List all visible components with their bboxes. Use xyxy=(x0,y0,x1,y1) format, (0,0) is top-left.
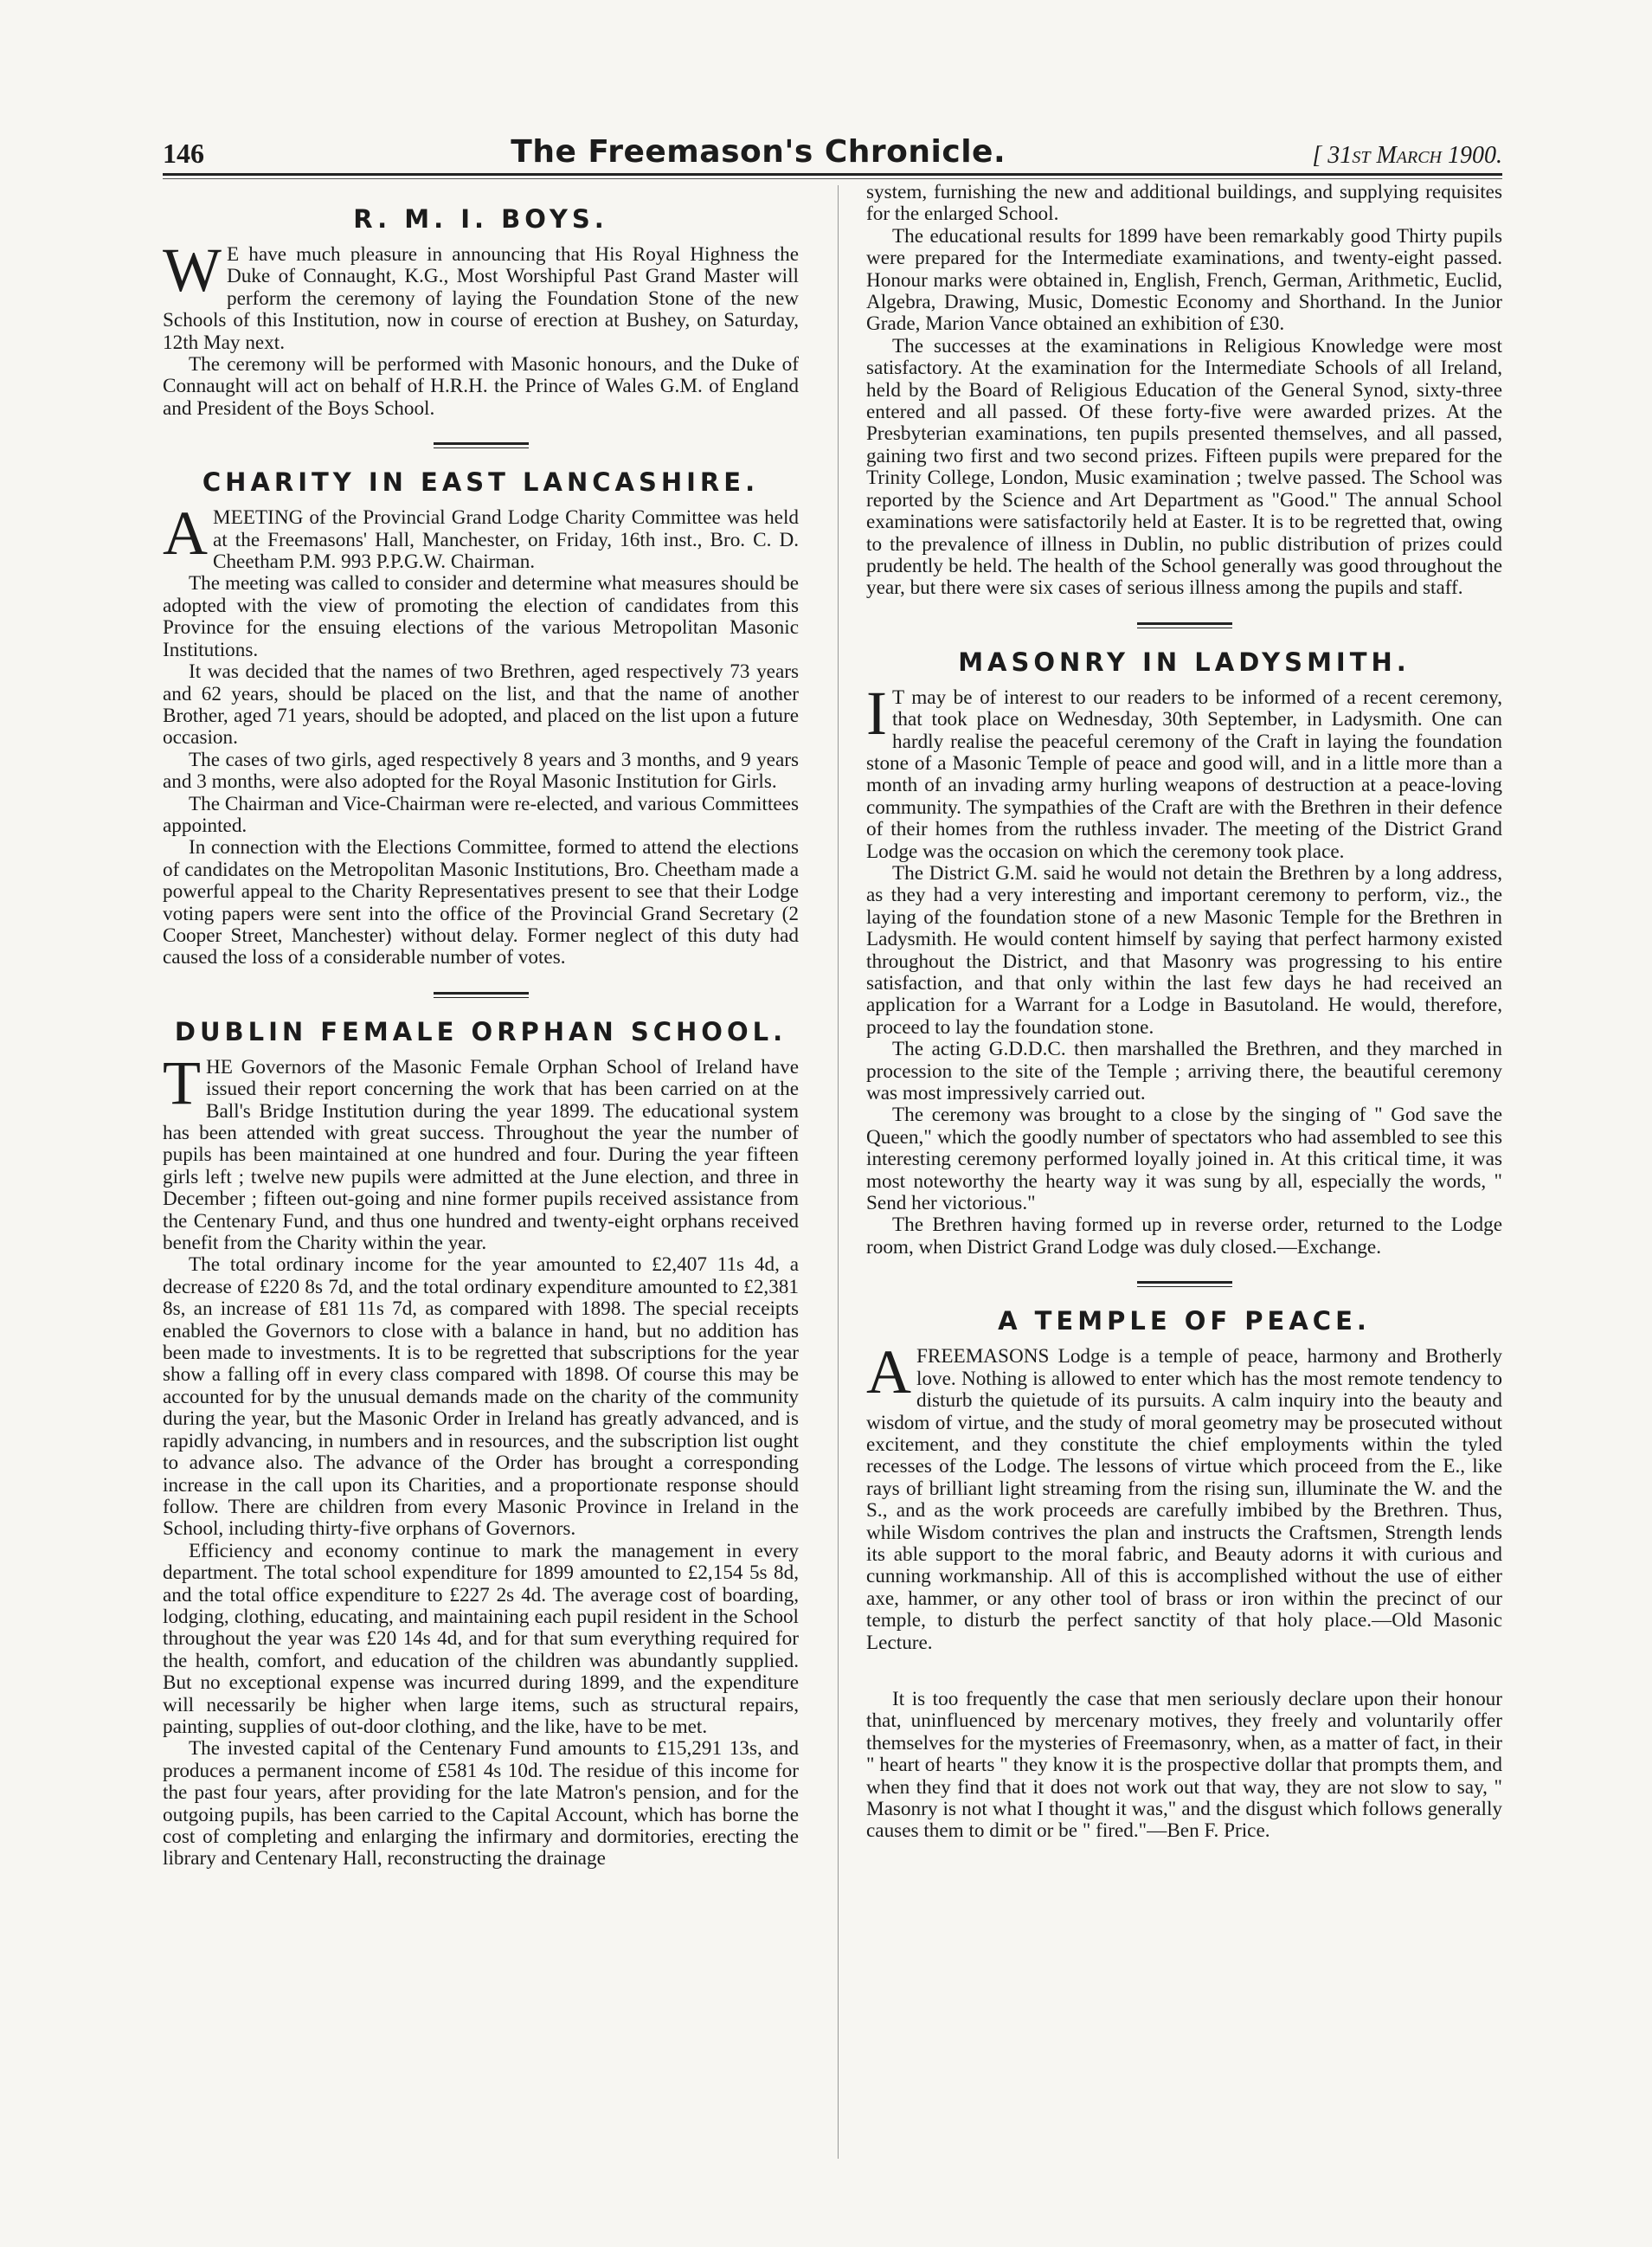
paragraph-text: FREEMASONS Lodge is a temple of peace, harmony and Brotherly love. Nothing is allowed to enter which has the most remote tendency to disturb the quietude of its pursuits. A calm inquiry into the beauty and wisdom of virtue, and the study of moral geometry may be prosecuted without excitement, and they constitute the chief employments within the tyled recesses of the Lodge. The lessons of virtue which proceed from the E., like rays of brilliant light streaming from the rising sun, illuminate the W. and the S., and as the work proceeds are carefully imbibed by the Brethren. Thus, while Wisdom contrives the plan and instructs the Craftsmen, Strength lends its able support to the moral fabric, and Beauty adorns it with curious and cunning workmanship. All of this is accomplished without the use of either axe, hammer, or any other tool of brass or iron within the precinct of our temple, to disturb the perfect sanctity of that holy place.—Old Masonic Lecture. xyxy=(866,1345,1502,1654)
article-dublin-continued xyxy=(866,182,1502,600)
paragraph-text: MEETING of the Provincial Grand Lodge Charity Committee was held at the Freemasons' Hall, Manchester, on Friday, 16th inst., Bro. C. D. Cheetham P.M. 993 P.P.G.W. Chairman. xyxy=(213,506,799,574)
headline: CHARITY IN EAST LANCASHIRE. xyxy=(202,467,760,498)
section-separator xyxy=(1137,622,1232,628)
drop-cap: W xyxy=(163,235,222,305)
paragraph: It is too frequently the case that men seriously declare upon their honour that, uninfluenced by mercenary motives, they freely and voluntarily offer themselves for the mysteries of Freemasonry, when, as a matter of fact, in their " heart of hearts " they know it is the prospective dollar that prompts them, and when they find that it does not work out that way, they are not slow to say, " Masonry is not what I thought it was," and the disgust which follows generally causes them to dimit or be " fired."—Ben F. Price. xyxy=(866,1687,1502,1843)
column-divider xyxy=(838,185,839,2159)
header-rule xyxy=(163,173,1502,176)
headline: MASONRY IN LADYSMITH. xyxy=(958,647,1411,677)
date-month: March xyxy=(1370,142,1442,169)
headline: DUBLIN FEMALE ORPHAN SCHOOL. xyxy=(174,1016,787,1046)
paragraph: The ceremony will be performed with Masonic honours, and the Duke of Connaught will act on behalf of H.R.H. the Prince of Wales G.M. of England and President of the Boys School. xyxy=(163,353,799,420)
right-column xyxy=(866,182,1502,1843)
date-ordinal: st xyxy=(1352,142,1371,169)
header-rule-thin xyxy=(163,178,1502,179)
paragraph: The acting G.D.D.C. then marshalled the Brethren, and they marched in procession to the site of the Temple ; arriving there, the beautiful ceremony was most impressively carried out. xyxy=(866,1038,1502,1105)
paragraph: The Brethren having formed up in reverse order, returned to the Lodge room, when District Grand Lodge was duly closed.—Exchange. xyxy=(866,1214,1502,1259)
section-separator xyxy=(434,992,529,998)
paragraph-text: T may be of interest to our readers to be informed of a recent ceremony, that took place on Wednesday, 30th September, in Ladysmith. One can hardly realise the peaceful ceremony of the Craft in laying the foundation stone of a Masonic Temple of peace and good will, and in a little more than a month of an invading army hurling weapons of destruction at a peace-loving community. The sympathies of the Craft are with the Brethren in their defence of their homes from the ruthless invader. The meeting of the District Grand Lodge was the occasion on which the ceremony took place. xyxy=(866,686,1502,863)
left-column xyxy=(163,189,799,1870)
paragraph: The educational results for 1899 have been remarkably good Thirty pupils were prepared for the Intermediate examinations, and twenty-eight passed. Honour marks were obtained in, English, French, German, Arithmetic, Euclid, Algebra, Drawing, Music, Domestic Economy and Shorthand. In the Junior Grade, Marion Vance obtained an exhibition of £30. xyxy=(866,224,1502,336)
paragraph-text: HE Governors of the Masonic Female Orphan School of Ireland have issued their report concerning the work that has been carried on at the Ball's Bridge Institution during the year 1899. The educational system has been attended with great success. Throughout the year the number of pupils has been maintained at one hundred and four. During the year fifteen girls left ; twelve new pupils were admitted at the June election, and three in December ; fifteen out-going and nine former pupils received assistance from the Centenary Fund, and thus one hundred and twenty-eight orphans received benefit from the Charity within the year. xyxy=(163,1055,799,1255)
paragraph: system, furnishing the new and additional buildings, and supplying requisites for the enlarged School. xyxy=(866,181,1502,226)
date-open: [ 31 xyxy=(1312,142,1353,169)
paragraph: The District G.M. said he would not detain the Brethren by a long address, as they had a very interesting and important ceremony to perform, viz., the laying of the foundation stone of a new Masonic Temple for the Brethren in Ladysmith. He would content himself by saying that perfect harmony existed throughout the District, and that Masonry was progressing to his entire satisfaction, and that only within the last few days he had received an application for a Warrant for a Lodge in Basutoland. He would, therefore, proceed to lay the foundation stone. xyxy=(866,861,1502,1039)
paragraph xyxy=(866,678,1502,863)
paragraph: The cases of two girls, aged respectively 8 years and 3 months, and 9 years and 3 months, were also adopted for the Royal Masonic Institution for Girls. xyxy=(163,748,799,794)
article-temple-of-peace xyxy=(866,1306,1502,1654)
paragraph-text: E have much pleasure in announcing that His Royal Highness the Duke of Connaught, K.G., Most Worshipful Past Grand Master will perform the ceremony of laying the Foundation Stone of the new Schools of this Institution, now in course of erection at Bushey, on Saturday, 12th May next. xyxy=(163,243,799,354)
article-dublin-female-orphan-school xyxy=(163,1017,799,1870)
paragraph xyxy=(163,235,799,354)
date-year: 1900. xyxy=(1447,142,1502,169)
paragraph: The Chairman and Vice-Chairman were re-elected, and various Committees appointed. xyxy=(163,792,799,837)
paragraph: The meeting was called to consider and determine what measures should be adopted with the view of promoting the election of candidates from this Province for the ensuing elections of the various Metropolitan Masonic Institutions. xyxy=(163,572,799,661)
drop-cap: A xyxy=(163,499,208,569)
article-rmi-boys xyxy=(163,204,799,420)
paragraph xyxy=(163,499,799,574)
drop-cap: I xyxy=(866,678,887,748)
page-header xyxy=(163,130,1502,170)
drop-cap: A xyxy=(866,1337,911,1407)
paragraph: In connection with the Elections Committee, formed to attend the elections of candidates on the Metropolitan Masonic Institutions, Bro. Cheetham made a powerful appeal to the Charity Representatives present to see that their Lodge voting papers were sent into the office of the Provincial Grand Secretary (2 Cooper Street, Manchester) without delay. Former neglect of this duty had caused the loss of a considerable number of votes. xyxy=(163,836,799,969)
spacer xyxy=(866,1654,1502,1689)
article-charity-east-lancashire xyxy=(163,467,799,969)
section-separator xyxy=(434,442,529,448)
paragraph: The successes at the examinations in Religious Knowledge were most satisfactory. At the examination for the Intermediate Schools of all Ireland, held by the Board of Religious Education of the General Synod, sixty-three entered and all passed. Of these forty-five were awarded prizes. At the Presbyterian examinations, ten pupils presented themselves, and all passed, gaining two first and two second prizes. Fifteen pupils were prepared for the Trinity College, London, Music examination ; twelve passed. The School was reported by the Science and Art Department as "Good." The annual School examinations were satisfactorily held at Easter. It is to be regretted that, owing to the prevalence of illness in Dublin, no public distribution of prizes could prudently be held. The health of the School generally was good throughout the year, but there were six cases of serious illness among the pupils and staff. xyxy=(866,334,1502,600)
masthead: The Freemason's Chronicle. xyxy=(511,134,1006,170)
section-separator xyxy=(1137,1281,1232,1287)
page-number: 146 xyxy=(163,138,204,169)
paragraph: The total ordinary income for the year amounted to £2,407 11s 4d, a decrease of £220 8s 7d, and the total ordinary expenditure amounted to £2,381 8s, an increase of £81 11s 7d, as compared with 1898. The special receipts enabled the Governors to close with a balance in hand, but no addition has been made to investments. It is to be regretted that subscriptions for the year show a falling off in every class compared with 1898. Of course this may be accounted for by the unusual demands made on the charity of the community during the year, but the Masonic Order in Ireland has greatly advanced, and is rapidly advancing, in numbers and in resources, and the subscription list ought to advance also. The advance of the Order has brought a corresponding increase in the call upon its Charities, and a proportionate response should follow. There are children from every Masonic Province in Ireland in the School, including thirty-five orphans of Governors. xyxy=(163,1253,799,1541)
headline: R. M. I. BOYS. xyxy=(353,204,608,234)
issue-date xyxy=(1312,142,1502,170)
paragraph xyxy=(163,1047,799,1255)
drop-cap: T xyxy=(163,1047,201,1117)
paragraph: It was decided that the names of two Brethren, aged respectively 73 years and 62 years, should be placed on the list, and that the name of another Brother, aged 71 years, should be adopted, and placed on the list upon a future occasion. xyxy=(163,660,799,750)
paragraph xyxy=(866,1337,1502,1654)
paragraph: The ceremony was brought to a close by the singing of " God save the Queen," which the goodly number of spectators who had assembled to see this interesting ceremony performed loyally joined in. At this critical time, it was most noteworthy the hearty way it was sung by all, especially the words, " Send her victorious." xyxy=(866,1104,1502,1215)
paragraph: Efficiency and economy continue to mark the management in every department. The total school expenditure for 1899 amounted to £2,154 5s 8d, and the total office expenditure to £227 2s 4d. The average cost of boarding, lodging, clothing, educating, and maintaining each pupil resident in the School throughout the year was £20 14s 4d, and for that sum everything required for the health, comfort, and education of the children was abundantly supplied. But no exceptional expense was incurred during 1899, and the expenditure will necessarily be higher when large items, such as structural repairs, painting, supplies of out-door clothing, and the like, have to be met. xyxy=(163,1539,799,1738)
headline: A TEMPLE OF PEACE. xyxy=(998,1306,1371,1336)
paragraph: The invested capital of the Centenary Fund amounts to £15,291 13s, and produces a permanent income of £581 4s 10d. The residue of this income for the past four years, after providing for the late Matron's pension, and for the outgoing pupils, has been carried to the Capital Account, which has borne the cost of completing and enlarging the infirmary and dormitories, erecting the library and Centenary Hall, reconstructing the drainage xyxy=(163,1737,799,1870)
article-ben-price-note xyxy=(866,1689,1502,1843)
article-masonry-in-ladysmith xyxy=(866,647,1502,1259)
